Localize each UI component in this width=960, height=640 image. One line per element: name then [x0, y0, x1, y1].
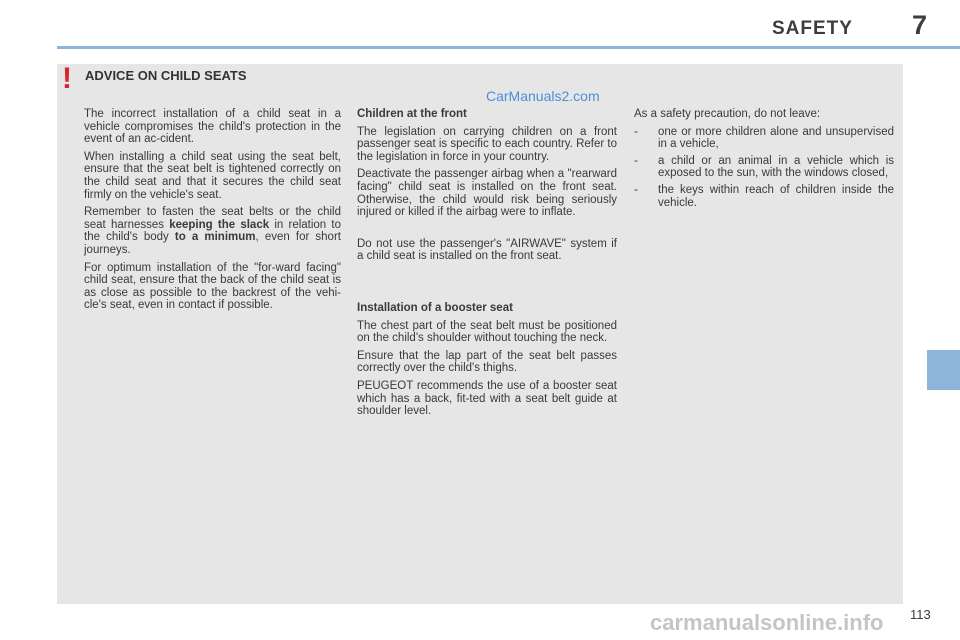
- paragraph-airwave: Do not use the passenger's "AIRWAVE" system if a child seat is installed on the front seat.: [357, 237, 617, 263]
- heading-booster-seat: Installation of a booster seat: [357, 301, 513, 314]
- column-left: [84, 108, 341, 317]
- paragraph-precaution-intro: As a safety precaution, do not leave:: [634, 108, 821, 120]
- paragraph-airbag: Deactivate the passenger airbag when a "rearward facing" child seat is installed on the front seat. Otherwise, the child would risk being seriously injured or killed if the airbag were to inflate.: [357, 168, 617, 219]
- paragraph-recommendation: PEUGEOT recommends the use of a booster seat which has a back, fit-ted with a seat belt guide at shoulder level.: [357, 379, 617, 418]
- column-middle: [357, 108, 617, 423]
- paragraph-harness: Remember to fasten the seat belts or the child seat harnesses keeping the slack in relation to the child's body to a minimum, even for short journeys.: [84, 206, 342, 256]
- column-right: [634, 108, 894, 213]
- header-divider: [57, 46, 960, 49]
- paragraph-legislation: The legislation on carrying children on a front passenger seat is specific to each country. Refer to the legislation in force in your country.: [357, 125, 617, 163]
- paragraph-seat-belt: When installing a child seat using the seat belt, ensure that the seat belt is tightened correctly on the child seat and that it secures the child seat firmly on the vehicle's seat.: [84, 150, 341, 201]
- section-title: ADVICE ON CHILD SEATS: [85, 68, 247, 83]
- paragraph-installation-warning: The incorrect installation of a child seat in a vehicle compromises the child's protection in the event of an ac-cident.: [84, 108, 341, 146]
- top-watermark-link[interactable]: CarManuals2.com: [486, 88, 600, 104]
- warning-icon: !: [62, 62, 72, 95]
- chapter-title: SAFETY: [772, 18, 853, 39]
- heading-children-front: Children at the front: [357, 108, 467, 120]
- chapter-side-tab: [927, 350, 960, 390]
- paragraph-chest-belt: The chest part of the seat belt must be positioned on the child's shoulder without touching the neck.: [357, 319, 617, 345]
- paragraph-forward-facing: For optimum installation of the "for-ward facing" child seat, ensure that the back of the child seat is as close as possible to the backrest of the vehi-cle's seat, even in contact if possible.: [84, 261, 341, 312]
- paragraph-lap-belt: Ensure that the lap part of the seat belt passes correctly over the child's thighs.: [357, 349, 617, 375]
- footer-watermark: carmanualsonline.info: [650, 610, 884, 635]
- precaution-list: [634, 126, 894, 210]
- chapter-number: 7: [912, 10, 928, 40]
- page-number: 113: [910, 607, 931, 622]
- list-item: - the keys within reach of children inside the vehicle.: [634, 183, 894, 209]
- list-item: - one or more children alone and unsupervised in a vehicle,: [634, 125, 894, 151]
- list-item: - a child or an animal in a vehicle which is exposed to the sun, with the windows closed,: [634, 154, 894, 180]
